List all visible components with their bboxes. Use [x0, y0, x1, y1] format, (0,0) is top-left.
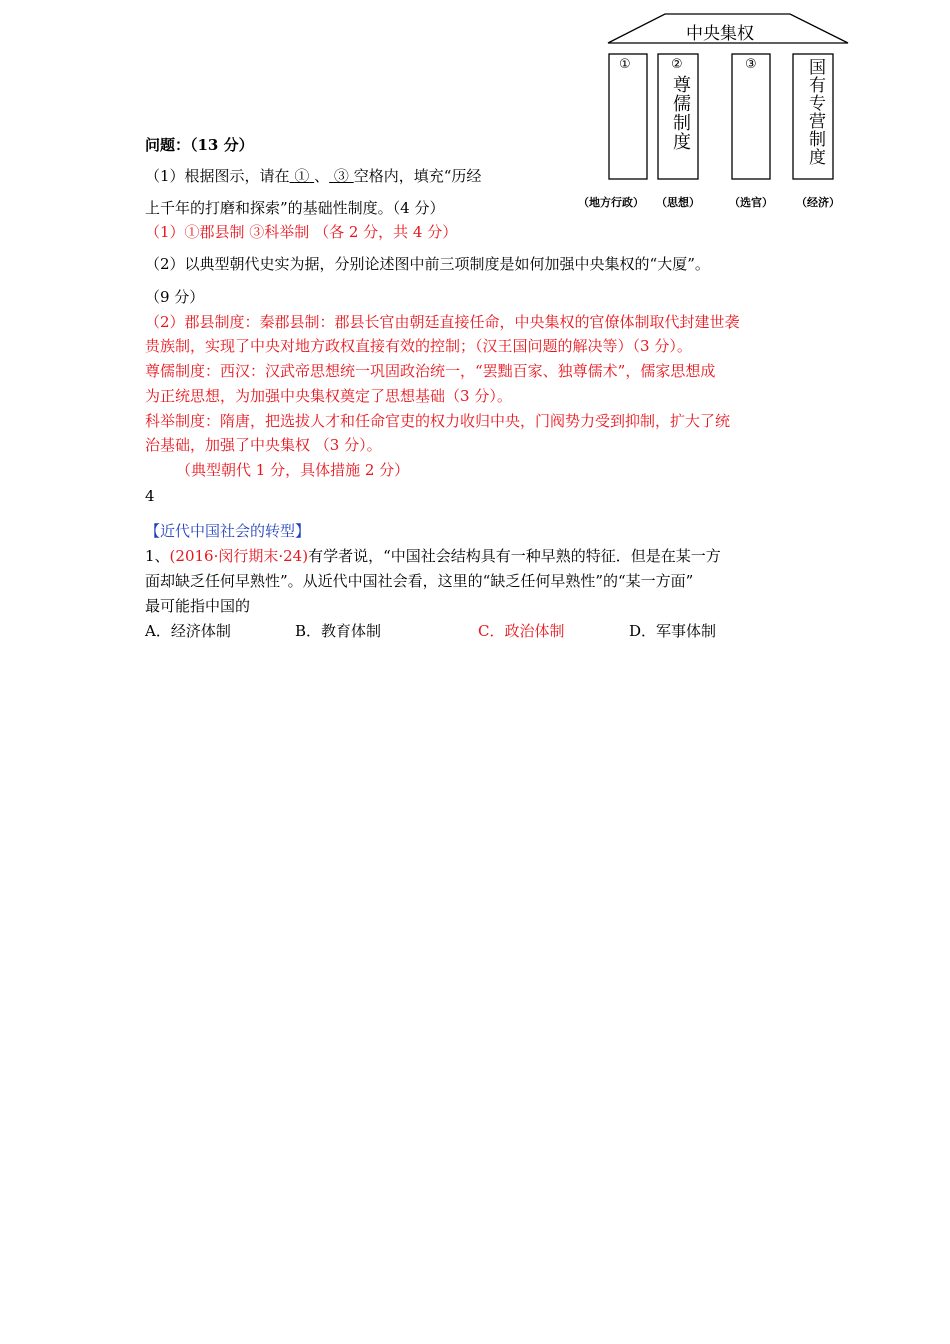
mcq-option-d: D．军事体制 [629, 622, 717, 640]
pillar-4-caption: （经济） [796, 196, 840, 209]
q1-line1 [145, 166, 481, 186]
pillar-3-num: ③ [745, 57, 757, 72]
pillar-4-text: 国有专营制度 [805, 58, 825, 166]
q1-answer: （1）①郡县制 ③科举制 （各 2 分，共 4 分） [145, 223, 458, 241]
question-header: 问题：（13 分） [145, 136, 254, 154]
pillar-2-caption: （思想） [656, 196, 700, 209]
mcq-stem-a: 有学者说，“中国社会结构具有一种早熟的特征．但是在某一方 [308, 547, 721, 565]
q1-text-b: 空格内，填充“历经 [353, 167, 482, 185]
mcq-options [145, 621, 765, 641]
mcq-option-c: C．政治体制 [478, 622, 565, 640]
mcq-option-a: A．经济体制 [145, 622, 231, 640]
q1-line2: 上千年的打磨和探索”的基础性制度。（4 分） [145, 199, 445, 217]
roof-label: 中央集权 [686, 24, 754, 44]
pillar-2-num: ② [671, 57, 683, 72]
mcq-stem-line2: 面却缺乏任何早熟性”。从近代中国社会看，这里的“缺乏任何早熟性”的“某一方面” [145, 572, 694, 590]
q1-blank-3: ③ [333, 167, 349, 185]
q2-answer-6: 治基础，加强了中央集权 （3 分）。 [145, 436, 382, 454]
section-number: 4 [145, 487, 155, 505]
q2-answer-5: 科举制度：隋唐，把选拔人才和任命官吏的权力收归中央，门阀势力受到抑制，扩大了统 [145, 412, 731, 430]
mcq-stem-line3: 最可能指中国的 [145, 597, 251, 615]
mcq-number: 1、 [145, 547, 170, 565]
q2-answer-1: （2）郡县制度：秦郡县制：郡县长官由朝廷直接任命，中央集权的官僚体制取代封建世袭 [145, 313, 740, 331]
pillar-1-caption: （地方行政） [578, 196, 644, 209]
q1-sep: 、 [314, 167, 330, 185]
mcq-option-b: B．教育体制 [295, 622, 382, 640]
q2-answer-4: 为正统思想，为加强中央集权奠定了思想基础（3 分）。 [145, 387, 512, 405]
q2-answer-3: 尊儒制度：西汉：汉武帝思想统一巩固政治统一，“罢黜百家、独尊儒术”，儒家思想成 [145, 362, 716, 380]
q1-blank-1: ① [294, 167, 310, 185]
section-title: 【近代中国社会的转型】 [145, 522, 311, 540]
q2-answer-7: （典型朝代 1 分，具体措施 2 分） [176, 461, 410, 479]
q2-answer-2: 贵族制，实现了中央对地方政权直接有效的控制；（汉王国问题的解决等）（3 分）。 [145, 337, 692, 355]
pillar-3-caption: （选官） [729, 196, 773, 209]
pillar-1-num: ① [619, 57, 631, 72]
pillar-2-text: 尊儒制度 [670, 75, 691, 151]
q2-line2: （9 分） [145, 288, 205, 306]
pillar-3-frame [732, 54, 770, 179]
mcq-stem-line1 [145, 546, 721, 566]
q1-text-a: （1）根据图示，请在 [145, 167, 290, 185]
mcq-source: (2016·闵行期末·24) [169, 547, 309, 565]
pillar-1-frame [609, 54, 647, 179]
q2-line1: （2）以典型朝代史实为据，分别论述图中前三项制度是如何加强中央集权的“大厦”。 [145, 255, 710, 273]
